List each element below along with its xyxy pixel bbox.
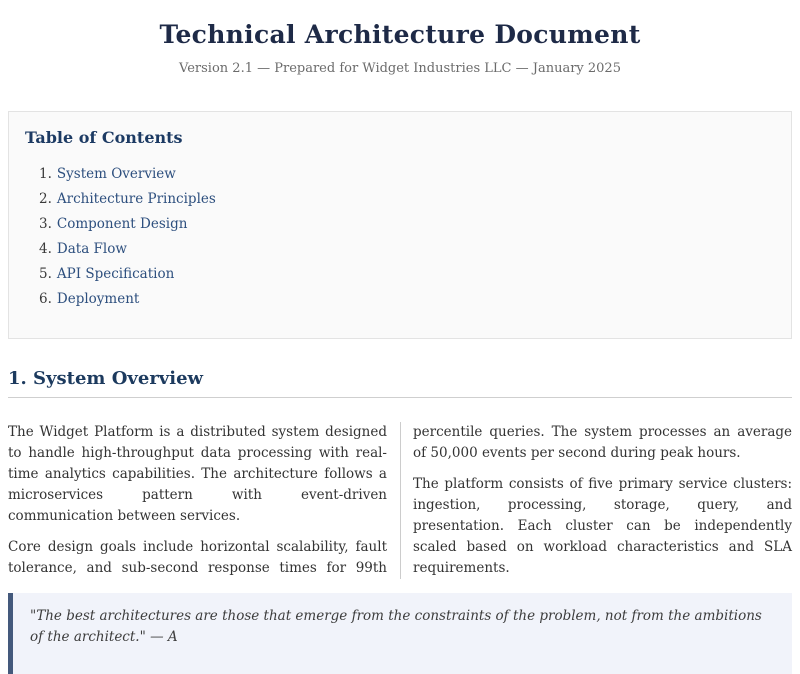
- toc-link-architecture-principles[interactable]: Architecture Principles: [56, 191, 216, 207]
- toc-link-api-specification[interactable]: API Specification: [56, 266, 175, 282]
- toc-item-number: 6.: [39, 291, 52, 307]
- body-paragraph: The Widget Platform is a distributed system designed to handle high-throughput data processing with real-time analytics capabilities. The architecture follows a microservices pattern with event-driven communication between services.: [8, 424, 387, 524]
- document-header: [8, 0, 792, 76]
- toc-item-number: 2.: [39, 191, 52, 207]
- toc-item-component-design: [39, 212, 775, 237]
- toc-item-number: 3.: [39, 216, 52, 232]
- toc-item-deployment: [39, 287, 775, 312]
- toc-list: [25, 162, 775, 312]
- toc-item-api-specification: [39, 262, 775, 287]
- toc-item-system-overview: [39, 162, 775, 187]
- toc-link-system-overview[interactable]: System Overview: [56, 166, 176, 182]
- document-subtitle: Version 2.1 — Prepared for Widget Industries LLC — January 2025: [179, 61, 621, 76]
- page-title: Technical Architecture Document: [159, 20, 641, 49]
- toc-heading: Table of Contents: [25, 128, 183, 147]
- section-body-columns: [8, 422, 792, 579]
- table-of-contents-box: [8, 111, 792, 339]
- body-paragraph: The platform consists of five primary service clusters: ingestion, processing, storage, query, and presentation. Each cluster can be independently scaled based on workload characteristics and SLA requirements.: [413, 476, 792, 576]
- pull-quote: "The best architectures are those that emerge from the constraints of the problem, not from the ambitions of the architect." — A: [8, 593, 792, 674]
- toc-item-number: 5.: [39, 266, 52, 282]
- toc-item-number: 4.: [39, 241, 52, 257]
- toc-item-number: 1.: [39, 166, 52, 182]
- body-paragraph: Core design goals include horizontal scalability, fault tolerance, and sub-second response times for 99th percentile queries. The system processes an average of 50,000 events per second during peak hours.: [8, 424, 792, 576]
- toc-item-data-flow: [39, 237, 775, 262]
- section-heading-system-overview: 1. System Overview: [8, 368, 792, 398]
- toc-item-architecture-principles: [39, 187, 775, 212]
- toc-link-data-flow[interactable]: Data Flow: [56, 241, 127, 257]
- toc-link-component-design[interactable]: Component Design: [56, 216, 188, 232]
- toc-link-deployment[interactable]: Deployment: [56, 291, 140, 307]
